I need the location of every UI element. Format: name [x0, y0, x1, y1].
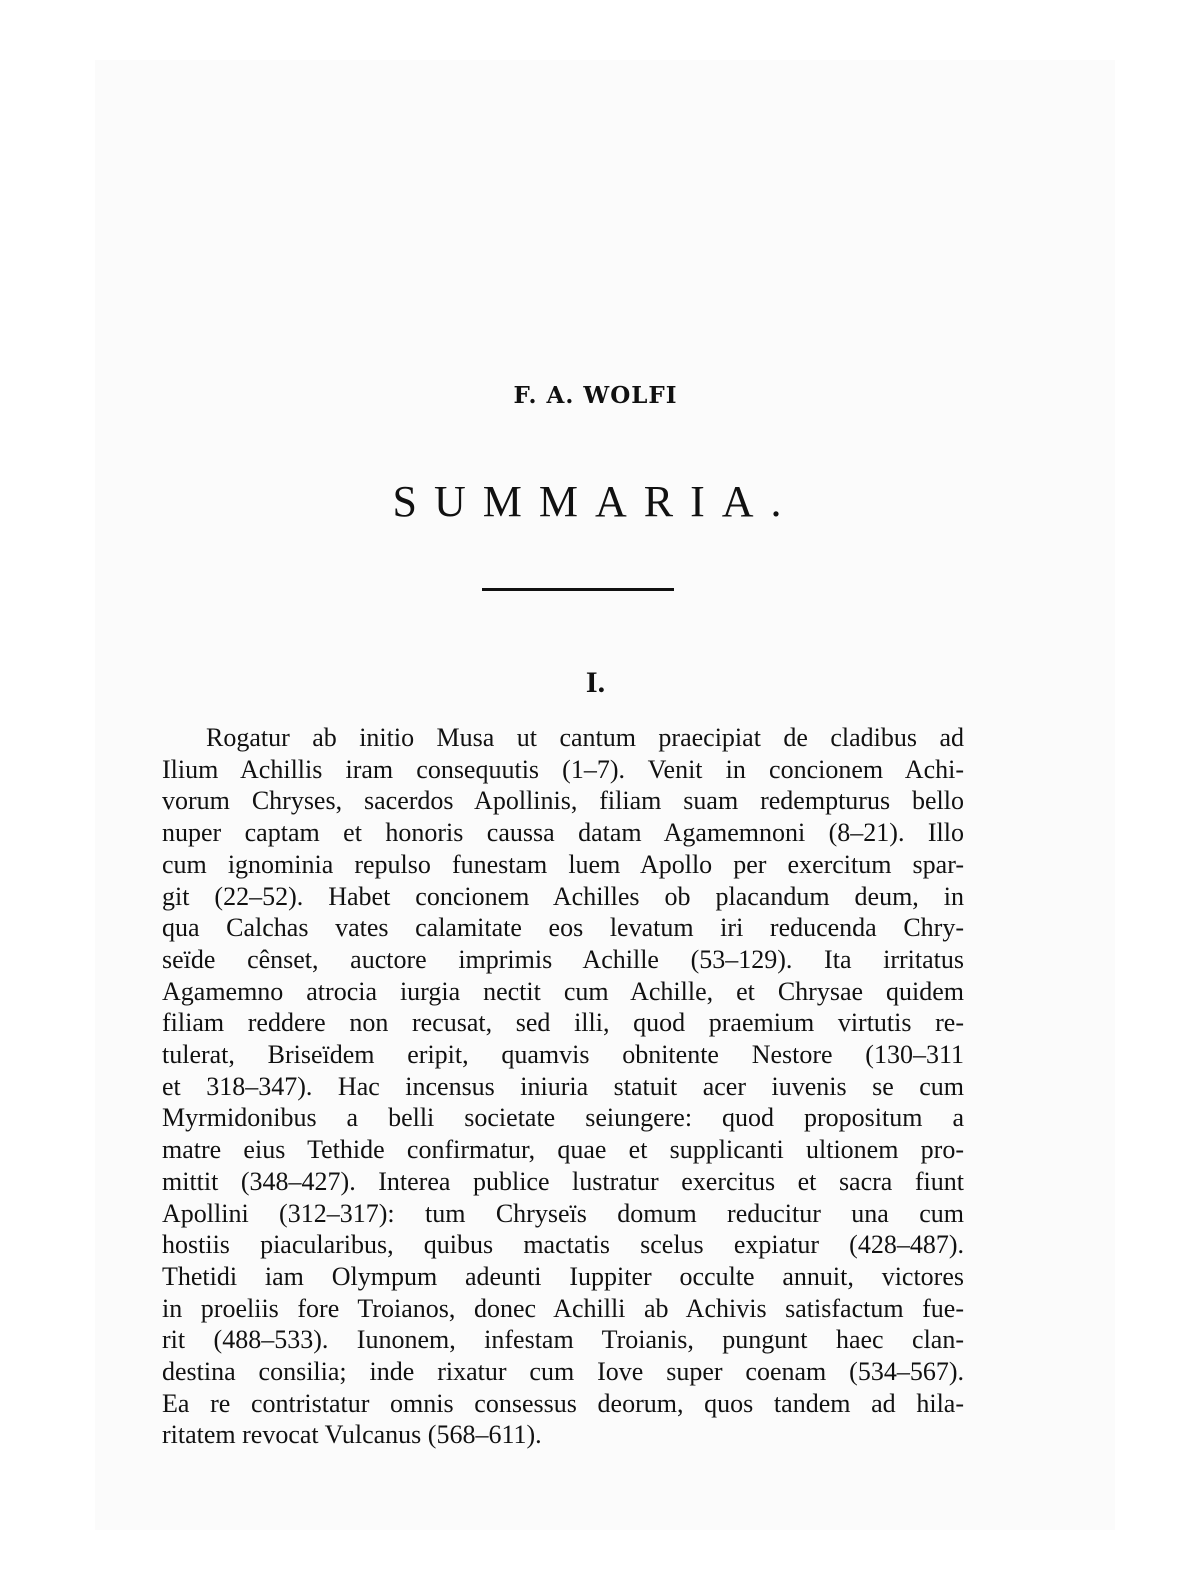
text-line: Ilium Achillis iram consequutis (1–7). Venit in concionem Achi-	[162, 754, 964, 784]
text-line: Apollini (312–317): tum Chryseïs domum reducitur una cum	[162, 1198, 964, 1228]
text-line: Thetidi iam Olympum adeunti Iuppiter occulte annuit, victores	[162, 1261, 964, 1291]
section-number: I.	[585, 666, 606, 699]
text-line: qua Calchas vates calamitate eos levatum iri reducenda Chry-	[162, 913, 964, 943]
text-line: Ea re contristatur omnis consessus deorum, quos tandem ad hila-	[162, 1388, 964, 1418]
title-rule	[482, 588, 674, 591]
text-line: tulerat, Briseïdem eripit, quamvis obnitente Nestore (130–311	[162, 1040, 964, 1070]
text-line: seïde cênset, auctore imprimis Achille (53–129). Ita irritatus	[162, 944, 964, 974]
text-line: mittit (348–427). Interea publice lustratur exercitus et sacra fiunt	[162, 1166, 964, 1196]
text-line: git (22–52). Habet concionem Achilles ob placandum deum, in	[162, 881, 964, 911]
text-line: vorum Chryses, sacerdos Apollinis, filiam suam redempturus bello	[162, 786, 964, 816]
text-line: Myrmidonibus a belli societate seiungere: quod propositum a	[162, 1103, 964, 1133]
text-line: matre eius Tethide confirmatur, quae et supplicanti ultionem pro-	[162, 1135, 964, 1165]
text-line: cum ignominia repulso funestam luem Apollo per exercitum spar-	[162, 849, 964, 879]
text-line: hostiis piacularibus, quibus mactatis scelus expiatur (428–487).	[162, 1230, 964, 1260]
text-line: rit (488–533). Iunonem, infestam Troianis, pungunt haec clan-	[162, 1325, 964, 1355]
text-line: destina consilia; inde rixatur cum Iove super coenam (534–567).	[162, 1357, 964, 1387]
page-title: SUMMARIA.	[392, 477, 799, 526]
text-line: ritatem revocat Vulcanus (568–611).	[162, 1420, 542, 1450]
text-line: Agamemno atrocia iurgia nectit cum Achille, et Chrysae quidem	[162, 976, 964, 1006]
text-line: filiam reddere non recusat, sed illi, quod praemium virtutis re-	[162, 1008, 964, 1038]
text-line: et 318–347). Hac incensus iniuria statuit acer iuvenis se cum	[162, 1071, 964, 1101]
author-heading: F. A. WOLFI	[513, 382, 678, 409]
text-line: in proeliis fore Troianos, donec Achilli ab Achivis satisfactum fue-	[162, 1293, 964, 1323]
text-line: nuper captam et honoris caussa datam Agamemnoni (8–21). Illo	[162, 818, 964, 848]
text-line: Rogatur ab initio Musa ut cantum praecipiat de cladibus ad	[206, 723, 964, 752]
summary-paragraph	[162, 722, 964, 1451]
